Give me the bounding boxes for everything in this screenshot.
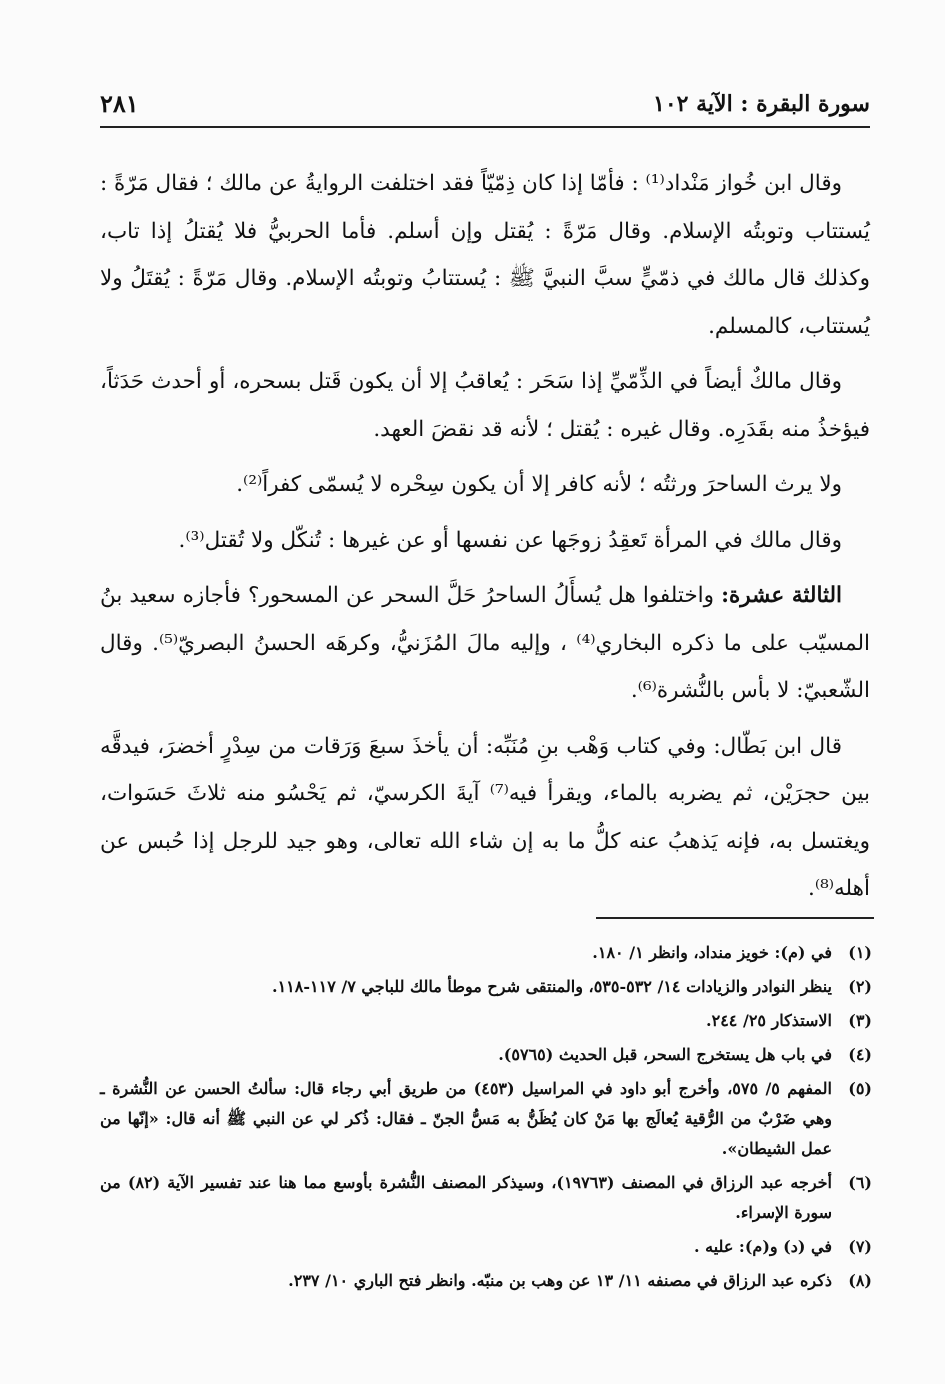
footnote-6	[100, 1168, 872, 1228]
paragraph-5-text: واختلفوا هل يُسأَلُ الساحرُ حَلَّ السحر عن المسحور؟ فأجازه سعيد بنُ المسيّب على ما ذكره البخاري⁽⁴⁾ ، وإليه مالَ المُزَنيُّ، وكرهَه الحسنُ البصريّ⁽⁵⁾. وقال الشّعبيّ: لا بأس بالنُّشرة⁽⁶⁾.	[100, 583, 871, 703]
page-number: ٢٨١	[100, 89, 139, 118]
footnote-number: (٧)	[848, 1237, 872, 1256]
footnote-7	[100, 1232, 872, 1262]
footnote-number: (٦)	[848, 1173, 872, 1192]
footnote-text: في باب هل يستخرج السحر، قبل الحديث (٥٧٦٥).	[498, 1045, 832, 1064]
footnote-4	[100, 1040, 872, 1070]
paragraph-6: قال ابن بَطّال: وفي كتاب وَهْب بنِ مُنَبِّه: أن يأخذَ سبعَ وَرَقات من سِدْرٍ أخضرَ، فيدقَّه بين حجرَيْن، ثم يضربه بالماء، ويقرأ فيه⁽⁷⁾ آيةَ الكرسيّ، ثم يَحْسُو منه ثلاثَ حَسَوات، ويغتسل به، فإنه يَذهبُ عنه كلُّ ما به إن شاء الله تعالى، وهو جيد للرجل إذا حُبس عن أهله⁽⁸⁾.	[100, 733, 870, 901]
header-title: سورة البقرة : الآية ١٠٢	[653, 91, 870, 117]
footnote-number: (١)	[848, 943, 872, 962]
footnotes	[100, 938, 872, 1300]
running-header	[100, 86, 870, 126]
footnote-text: المفهم ٥/ ٥٧٥، وأخرج أبو داود في المراسيل (٤٥٣) من طريق أبي رجاء قال: سألتُ الحسن عن النُّشرة ـ وهي ضَرْبٌ من الرُّقية يُعالَج بها مَنْ كان يُظَنُّ به مَسُّ الجنّ ـ فقال: ذُكر لي عن النبي ﷺ أنه قال: «إنّها من عمل الشيطان».	[100, 1079, 832, 1158]
main-text	[100, 160, 870, 913]
footnote-number: (٣)	[848, 1011, 872, 1030]
footnote-text: في (د) و(م): عليه .	[693, 1237, 832, 1256]
footnote-text: أخرجه عبد الرزاق في المصنف (١٩٧٦٣)، وسيذكر المصنف النُّشرة بأوسع مما هنا عند تفسير الآية (٨٢) من سورة الإسراء.	[100, 1173, 832, 1222]
section-heading: الثالثة عشرة:	[721, 583, 843, 608]
header-divider	[100, 126, 870, 128]
paragraph-4: وقال مالك في المرأة تَعقِدُ زوجَها عن نفسها أو عن غيرها : تُنكّل ولا تُقتل⁽³⁾.	[178, 527, 842, 553]
footnote-text: في (م): خويز منداد، وانظر ١/ ١٨٠.	[592, 943, 832, 962]
paragraph-2: وقال مالكٌ أيضاً في الذِّمّيِّ إذا سَحَر : يُعاقبُ إلا أن يكون قَتل بسحره، أو أحدث حَدَثاً، فيؤخذُ منه بقَدَرِه. وقال غيره : يُقتل ؛ لأنه قد نقضَ العهد.	[100, 369, 870, 442]
footnote-number: (٥)	[848, 1079, 872, 1098]
paragraph-5	[100, 572, 870, 715]
footnote-number: (٢)	[848, 977, 872, 996]
footnote-8	[100, 1266, 872, 1296]
footnote-text: ذكره عبد الرزاق في مصنفه ١١/ ١٣ عن وهب بن منبّه. وانظر فتح الباري ١٠/ ٢٣٧.	[288, 1271, 832, 1290]
footnote-2	[100, 972, 872, 1002]
paragraph-1: وقال ابن خُواز مَنْداد⁽¹⁾ : فأمّا إذا كان ذِمّيّاً فقد اختلفت الروايةُ عن مالك ؛ فقال مَرّةً : يُستتاب وتوبتُه الإسلام. وقال مَرّةً : يُقتل وإن أسلم. فأما الحربيُّ فلا يُقتلُ إذا تاب، وكذلك قال مالك في ذمّيٍّ سبَّ النبيَّ ﷺ : يُستتابُ وتوبتُه الإسلام. وقال مَرّةً : يُقتَلُ ولا يُستتاب، كالمسلم.	[99, 171, 870, 339]
footnote-5	[100, 1074, 872, 1164]
footnote-number: (٨)	[848, 1271, 872, 1290]
footnote-text: الاستذكار ٢٥/ ٢٤٤.	[706, 1011, 832, 1030]
footnote-divider	[596, 917, 874, 919]
paragraph-3: ولا يرث الساحرَ ورثتُه ؛ لأنه كافر إلا أن يكون سِحْره لا يُسمّى كفراً⁽²⁾.	[236, 472, 842, 497]
footnote-text: ينظر النوادر والزيادات ١٤/ ٥٣٢-٥٣٥، والمنتقى شرح موطأ مالك للباجي ٧/ ١١٧-١١٨.	[272, 977, 832, 996]
footnote-3	[100, 1006, 872, 1036]
footnote-number: (٤)	[848, 1045, 872, 1064]
footnote-1	[100, 938, 872, 968]
